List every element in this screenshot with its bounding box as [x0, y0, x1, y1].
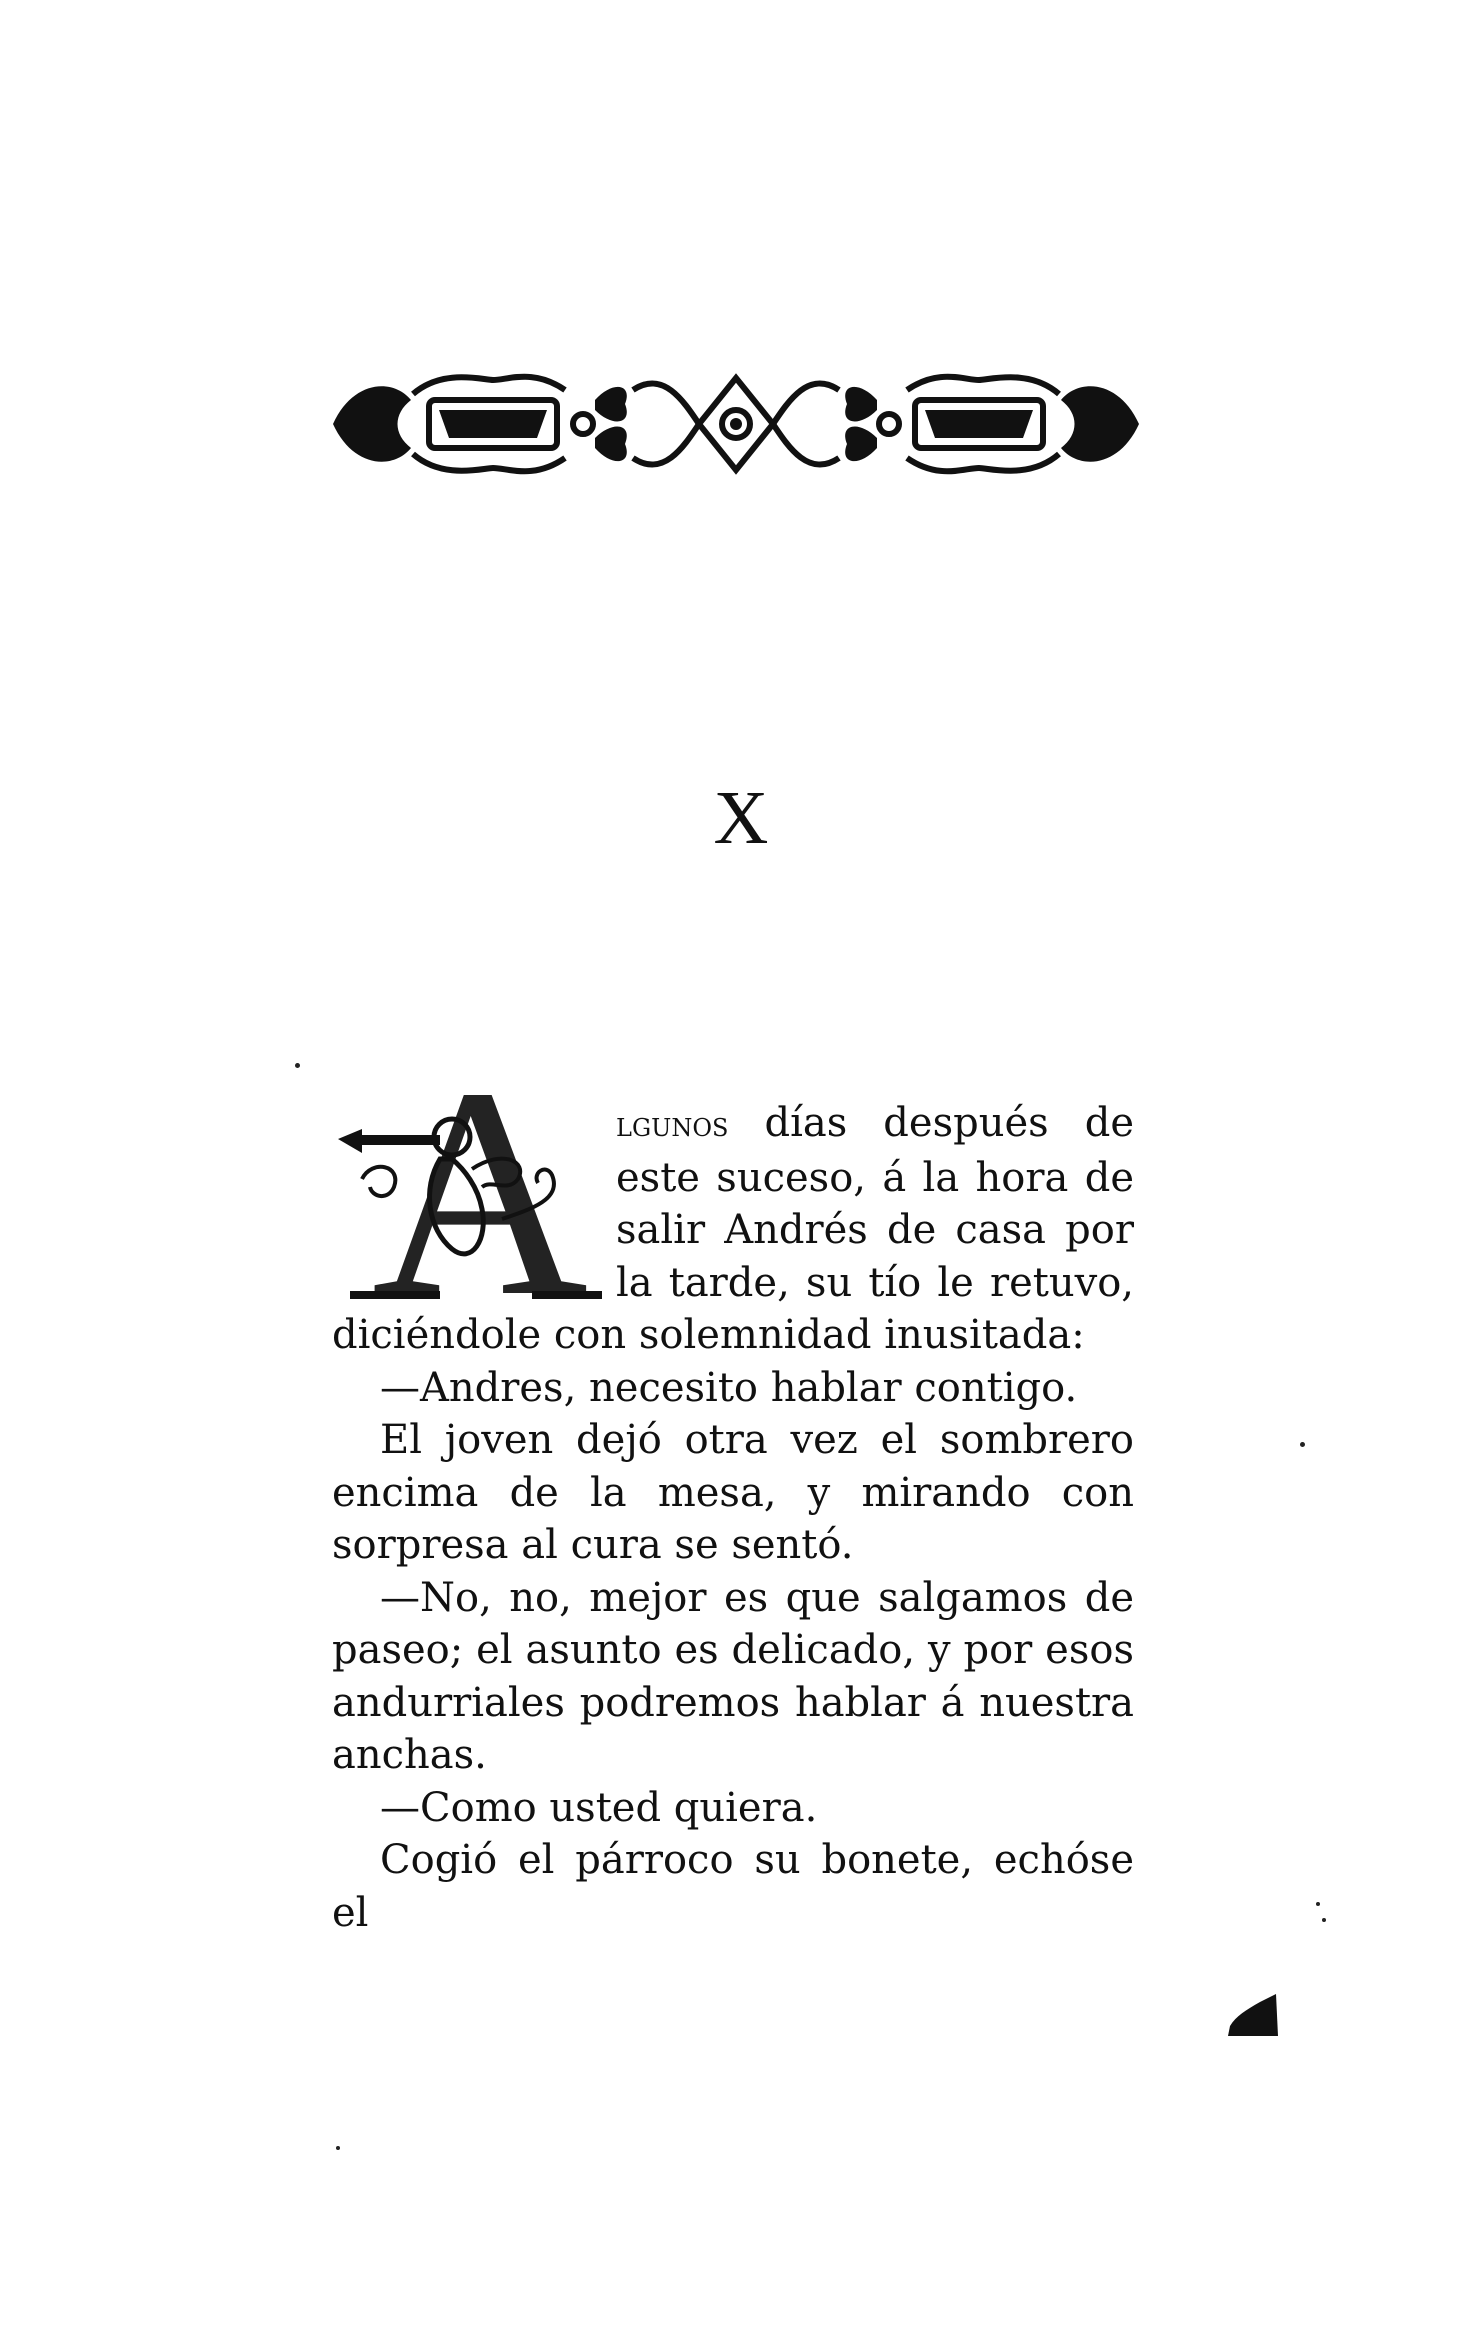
scan-speck [295, 1063, 300, 1068]
small-caps-lead: lgunos [616, 1105, 729, 1145]
drop-cap-letter: A [371, 1069, 589, 1305]
scan-speck [336, 2146, 340, 2150]
paragraph: Cogió el párroco su bonete, echóse el [332, 1837, 1134, 1936]
scan-speck [1300, 1442, 1305, 1447]
paragraph: —Como usted quiera. [380, 1784, 818, 1831]
scan-speck [1316, 1902, 1320, 1906]
ornamental-border-icon [333, 360, 1139, 488]
body-text [332, 1069, 1134, 1939]
chapter-number: X [713, 776, 769, 860]
ink-blot-icon [1226, 1992, 1278, 2036]
decorated-initial-cherub-trumpet-icon [332, 1069, 602, 1305]
scan-speck [1322, 1918, 1326, 1922]
paragraph: El joven dejó otra vez el sombrero encima de la mesa, y mirando con sorpresa al cura se sentó. [332, 1417, 1134, 1568]
paragraph: —Andres, necesito hablar contigo. [380, 1364, 1078, 1411]
paragraph: —No, no, mejor es que salgamos de paseo; el asunto es delicado, y por esos andurriales podremos hablar á nuestra anchas. [332, 1574, 1134, 1778]
paragraph-text: días después de este suceso, á la hora de salir Andrés de casa por la tarde, su tío le retuvo, diciéndole con solemnidad inusitada: [332, 1100, 1134, 1358]
